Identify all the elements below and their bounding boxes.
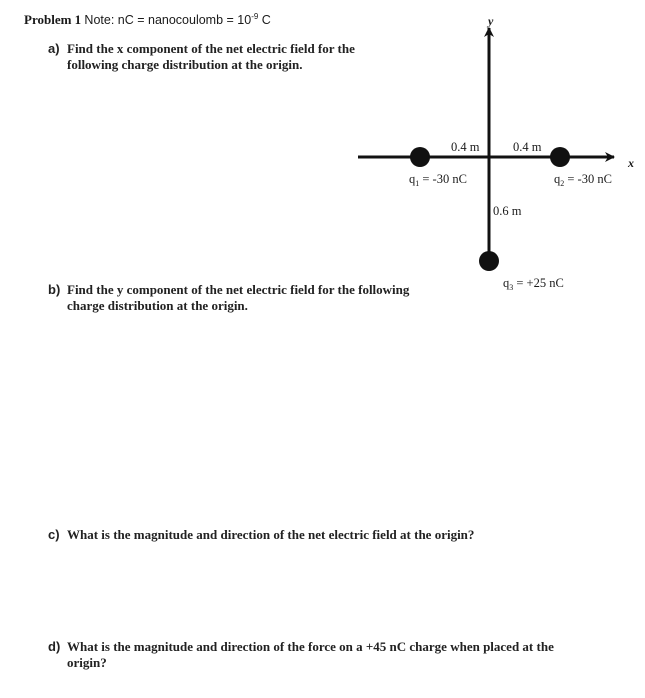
- question-c-label: c): [48, 527, 60, 542]
- charge-q2-label: $q_2 = -30$ nC: [554, 172, 612, 188]
- question-b-label: b): [48, 282, 61, 297]
- charge-q3-label: $q_3 = +25$ nC: [503, 276, 564, 292]
- charge-q1-label: $q_1 = -30$ nC: [409, 172, 467, 188]
- y-axis-label: y: [488, 14, 494, 28]
- unit-note-exponent: -9: [251, 12, 259, 21]
- question-a-text: Find the x component of the net electric field for the following charge distribution at the origin.: [67, 41, 355, 72]
- problem-title: Problem 1: [24, 12, 82, 28]
- question-d-label: d): [48, 639, 61, 654]
- unit-note-text: Note: nC = nanocoulomb = 10: [84, 13, 252, 28]
- distance-right-label: 0.4 m: [513, 140, 542, 154]
- charge-q2: [550, 147, 570, 167]
- x-axis-label: x: [628, 156, 634, 170]
- charge-q3: [479, 251, 499, 271]
- charge-q1: [410, 147, 430, 167]
- question-a-label: a): [48, 41, 60, 56]
- distance-left-label: 0.4 m: [451, 140, 480, 154]
- question-c-text: What is the magnitude and direction of the net electric field at the origin?: [67, 527, 475, 542]
- question-d-text: What is the magnitude and direction of the force on a +45 nC charge when placed at the origin?: [67, 639, 554, 670]
- unit-note-unit: C: [258, 13, 271, 28]
- question-b-text: Find the y component of the net electric field for the following charge distribution at the origin.: [67, 282, 410, 313]
- distance-down-label: 0.6 m: [493, 204, 522, 218]
